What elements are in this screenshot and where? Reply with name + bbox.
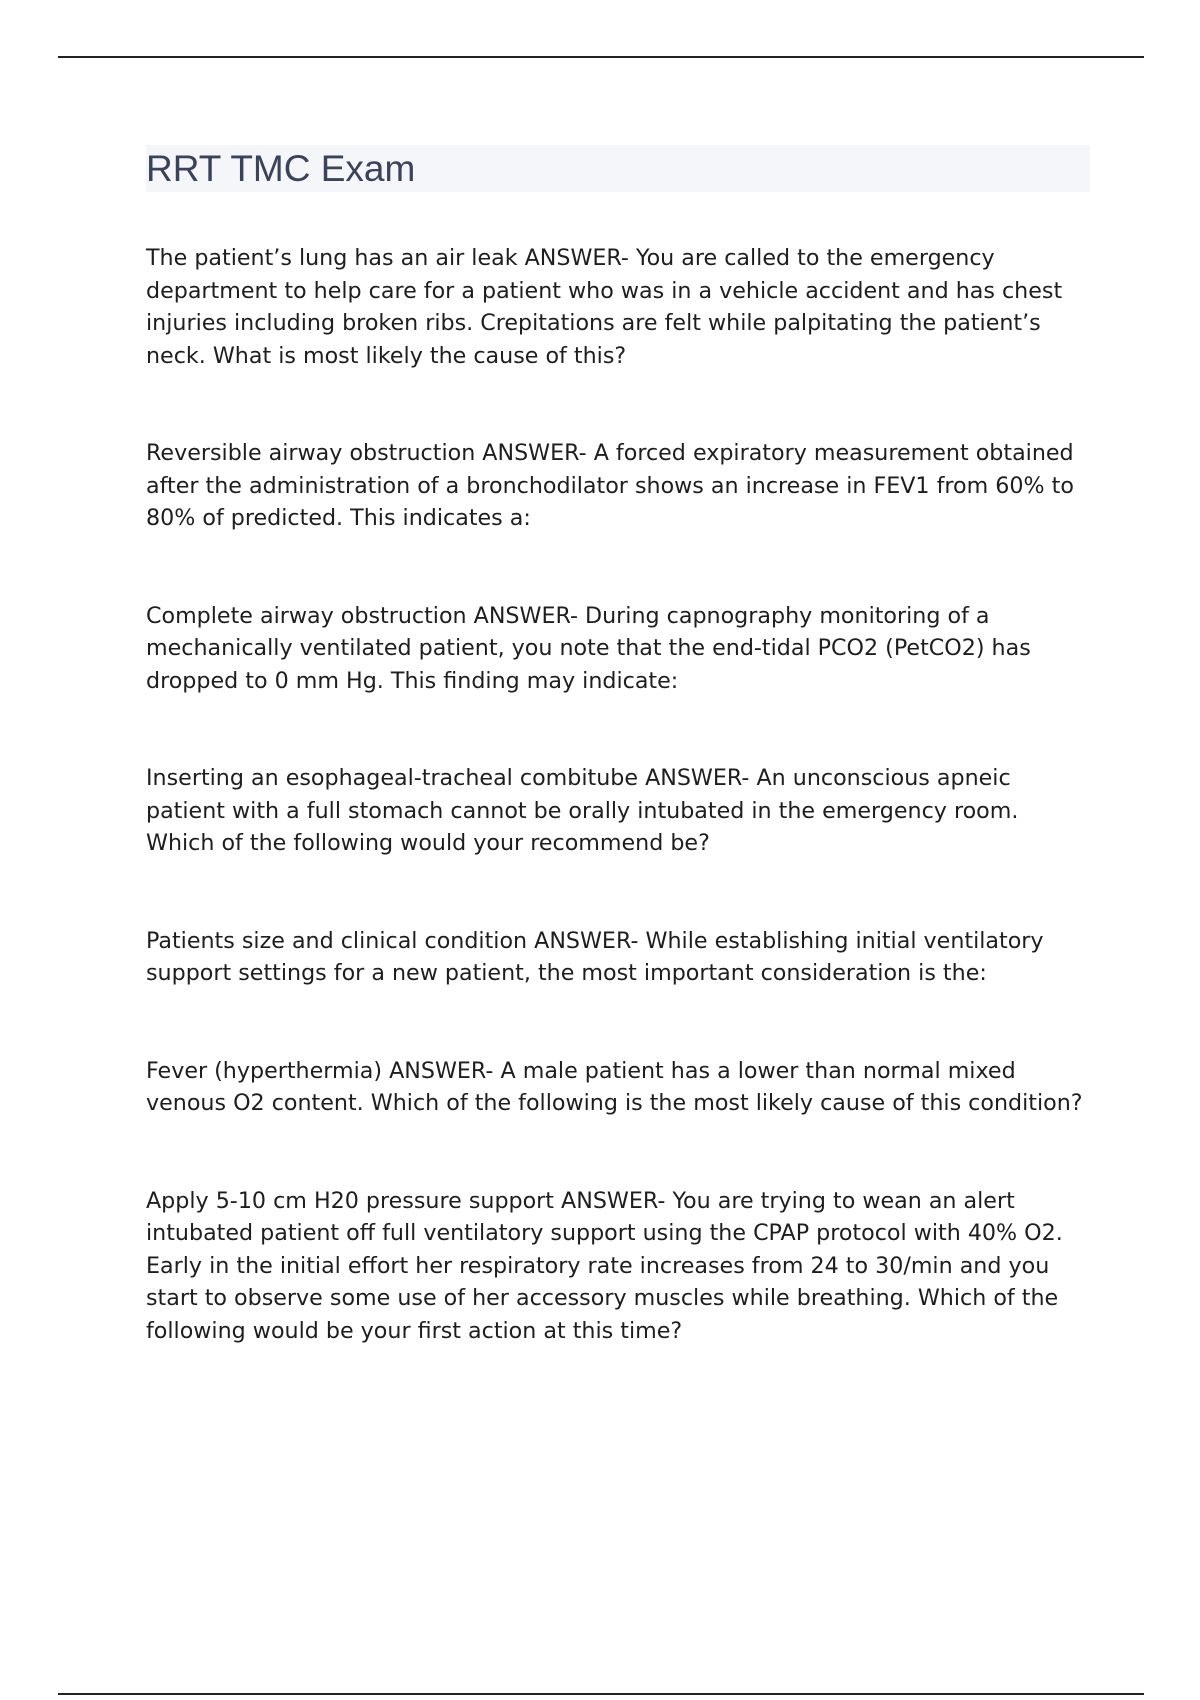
- qa-item-5: Patients size and clinical condition ANSWER- While establishing initial ventilatory support settings for a new patient, the most important consideration is the:: [146, 927, 1044, 986]
- qa-item-3: Complete airway obstruction ANSWER- During capnography monitoring of a mechanically ventilated patient, you note that the end-tidal PCO2 (PetCO2) has dropped to 0 mm Hg. This finding may indicate:: [146, 602, 1031, 694]
- header-rule: [58, 56, 1144, 58]
- qa-item-6: Fever (hyperthermia) ANSWER- A male patient has a lower than normal mixed venous O2 content. Which of the following is the most likely cause of this condition?: [146, 1057, 1083, 1116]
- document-body: [146, 145, 1090, 1412]
- qa-item-2: Reversible airway obstruction ANSWER- A forced expiratory measurement obtained after the administration of a bronchodilator shows an increase in FEV1 from 60% to 80% of predicted. This indicates a:: [146, 440, 1074, 531]
- qa-item-4: Inserting an esophageal-tracheal combitube ANSWER- An unconscious apneic patient with a full stomach cannot be orally intubated in the emergency room. Which of the following would your recommend be?: [146, 765, 1019, 856]
- page-title: RRT TMC Exam: [146, 148, 416, 189]
- footer-rule: [58, 1693, 1144, 1695]
- title-bar: [146, 145, 1090, 192]
- qa-item-7: Apply 5-10 cm H20 pressure support ANSWER- You are trying to wean an alert intubated patient off full ventilatory support using the CPAP protocol with 40% O2. Early in the initial effort her respiratory rate increases from 24 to 30/min and you start to observe some use of her accessory muscles while breathing. Which of the following would be your first action at this time?: [146, 1187, 1063, 1344]
- qa-item-1: The patient’s lung has an air leak ANSWER- You are called to the emergency department to help care for a patient who was in a vehicle accident and has chest injuries including broken ribs. Crepitations are felt while palpitating the patient’s neck. What is most likely the cause of this?: [146, 245, 1063, 369]
